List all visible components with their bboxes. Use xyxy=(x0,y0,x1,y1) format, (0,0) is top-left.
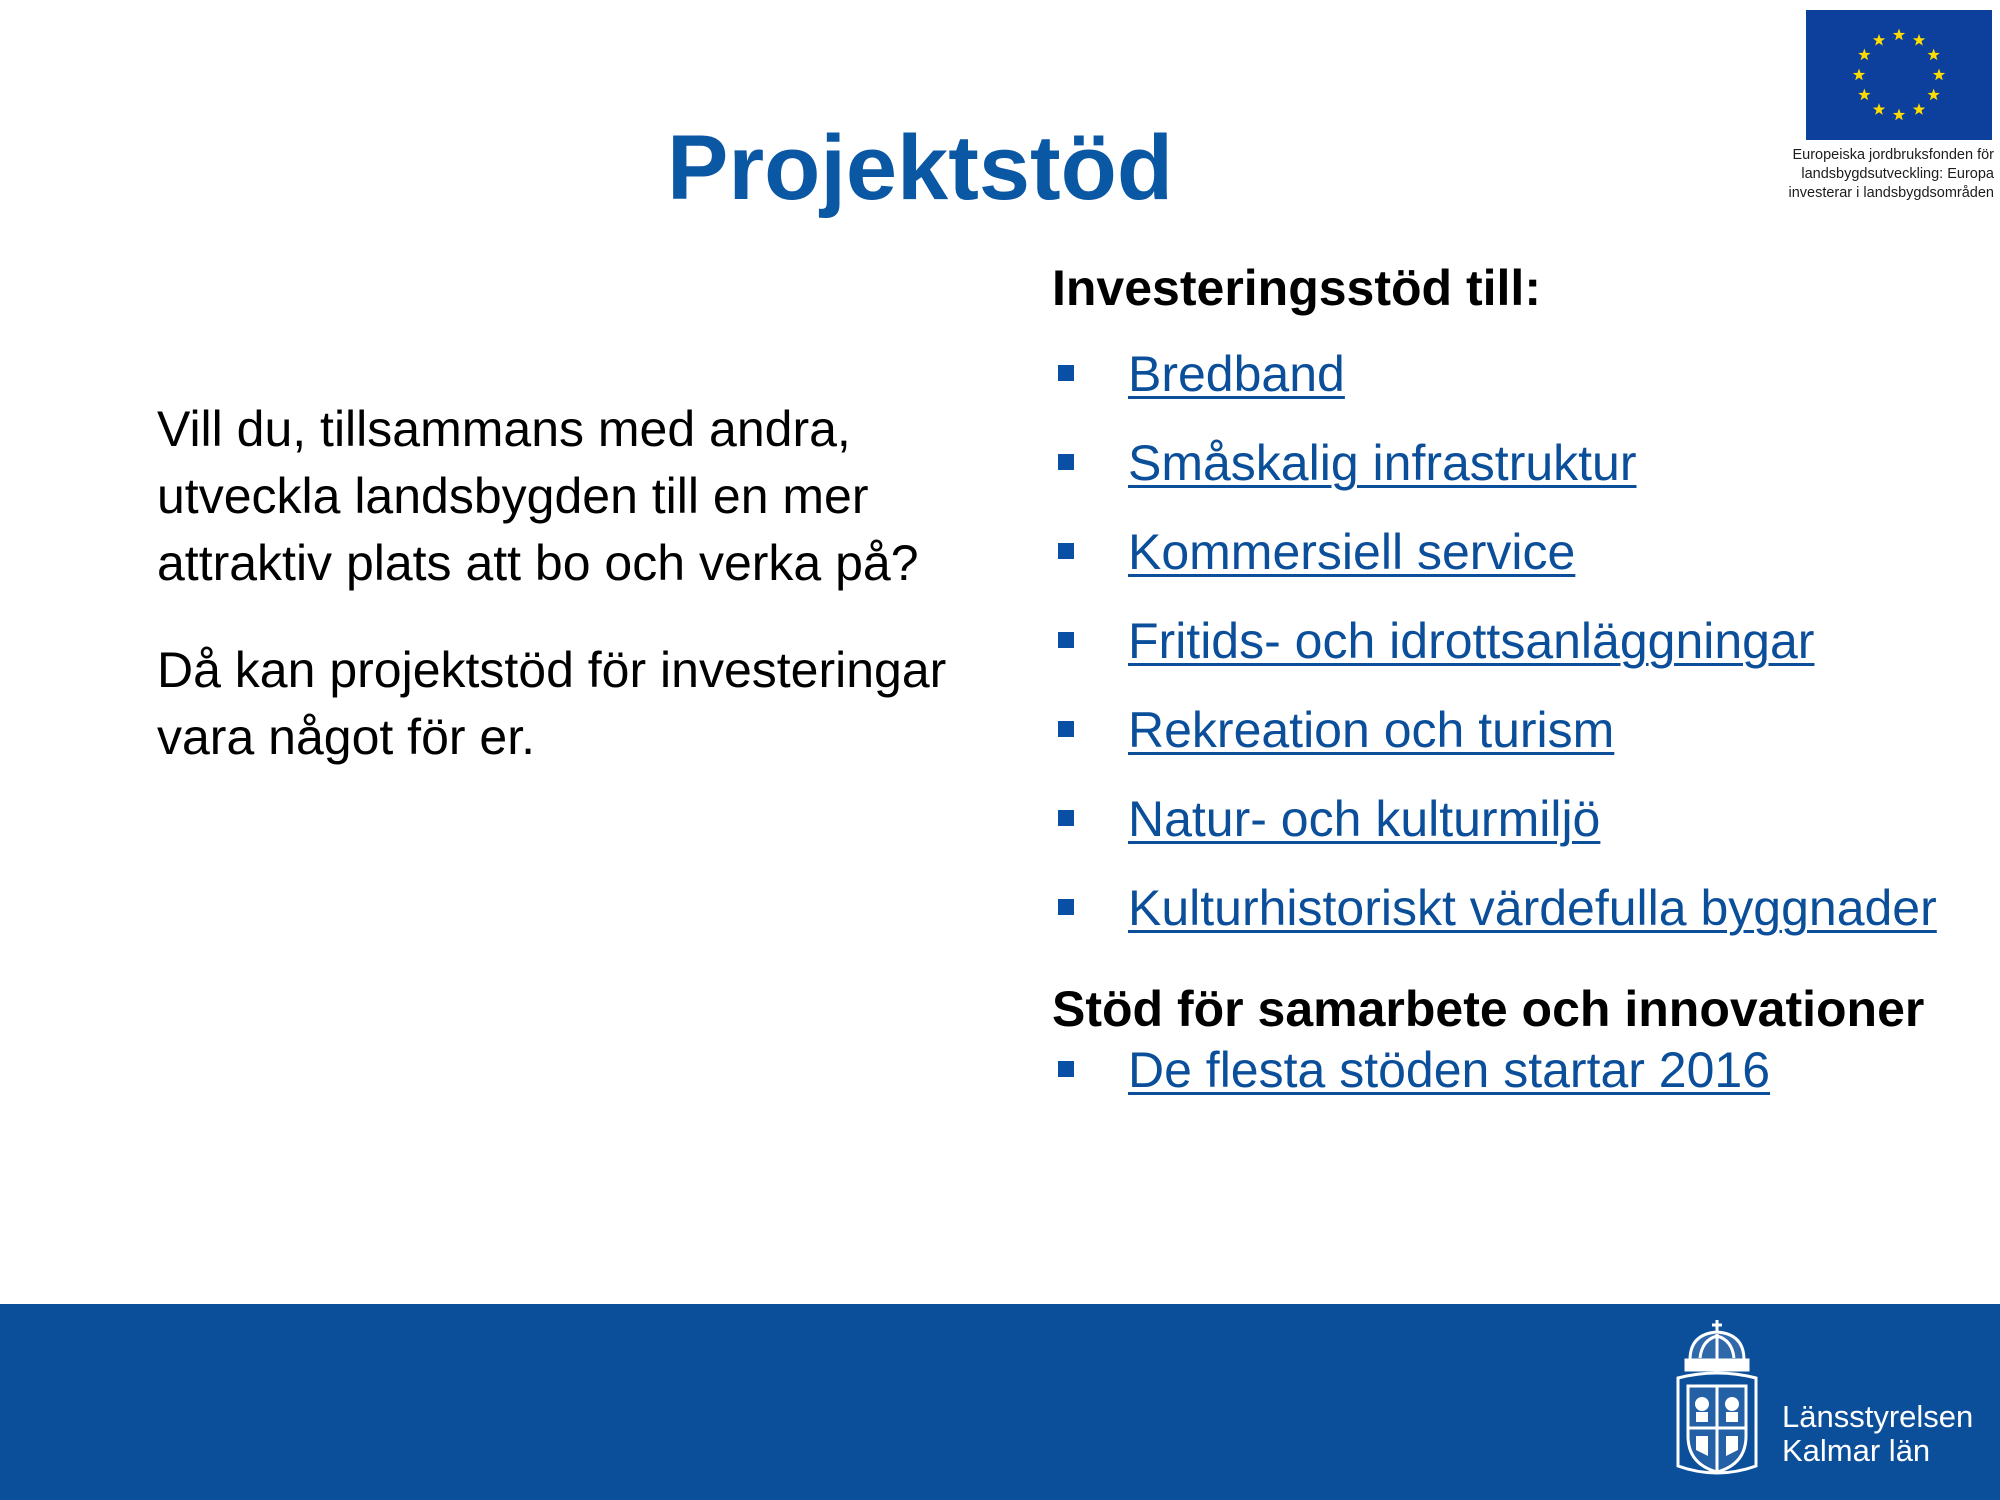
intro-paragraph: Då kan projektstöd för investeringar vara något för er. xyxy=(157,642,947,765)
list-item xyxy=(1052,788,1952,850)
intro-paragraph: Vill du, tillsammans med andra, utveckla landsbygden till en mer attraktiv plats att bo och verka på? xyxy=(157,401,919,591)
org-name-line-1: Länsstyrelsen xyxy=(1782,1399,1974,1434)
list-item xyxy=(1052,877,1952,939)
eu-caption-line: investerar i landsbygdsområden xyxy=(1788,185,1994,201)
investment-heading: Investeringsstöd till: xyxy=(1052,260,1541,316)
support-list-column xyxy=(1052,260,1952,1101)
link-stoden-startar-2016[interactable]: De flesta stöden startar 2016 xyxy=(1128,1042,1771,1098)
bullet-square-icon xyxy=(1058,810,1074,826)
page-title: Projektstöd xyxy=(666,117,1174,219)
bullet-square-icon xyxy=(1058,632,1074,648)
eu-caption-line: Europeiska jordbruksfonden för xyxy=(1792,147,1994,163)
bullet-square-icon xyxy=(1058,365,1074,381)
list-item xyxy=(1052,699,1952,761)
bullet-square-icon xyxy=(1058,454,1074,470)
link-rekreation-turism[interactable]: Rekreation och turism xyxy=(1128,702,1615,758)
list-item xyxy=(1052,610,1952,672)
link-smaskalig-infrastruktur[interactable]: Småskalig infrastruktur xyxy=(1128,435,1637,491)
eu-flag-icon xyxy=(1806,10,1992,140)
cooperation-heading: Stöd för samarbete och innovationer xyxy=(1052,981,1925,1037)
investment-list xyxy=(1052,343,1952,939)
link-bredband[interactable]: Bredband xyxy=(1128,346,1345,402)
list-item xyxy=(1052,521,1952,583)
link-kommersiell-service[interactable]: Kommersiell service xyxy=(1128,524,1576,580)
eu-fund-caption xyxy=(1780,146,1994,203)
bullet-square-icon xyxy=(1058,543,1074,559)
eu-caption-line: landsbygdsutveckling: Europa xyxy=(1801,166,1994,182)
list-item xyxy=(1052,432,1952,494)
intro-text xyxy=(157,396,977,811)
org-name-line-2: Kalmar län xyxy=(1782,1433,1931,1468)
coat-of-arms-icon xyxy=(1672,1316,1762,1484)
link-kulturhistoriskt-vardefulla-byggnader[interactable]: Kulturhistoriskt värdefulla byggnader xyxy=(1128,880,1937,936)
link-natur-kulturmiljo[interactable]: Natur- och kulturmiljö xyxy=(1128,791,1601,847)
organization-name xyxy=(1782,1400,1973,1468)
list-item xyxy=(1052,1039,1952,1101)
cooperation-list xyxy=(1052,1039,1952,1101)
list-item xyxy=(1052,343,1952,405)
link-fritids-idrottsanlaggningar[interactable]: Fritids- och idrottsanläggningar xyxy=(1128,613,1815,669)
bullet-square-icon xyxy=(1058,899,1074,915)
bullet-square-icon xyxy=(1058,721,1074,737)
bullet-square-icon xyxy=(1058,1061,1074,1077)
